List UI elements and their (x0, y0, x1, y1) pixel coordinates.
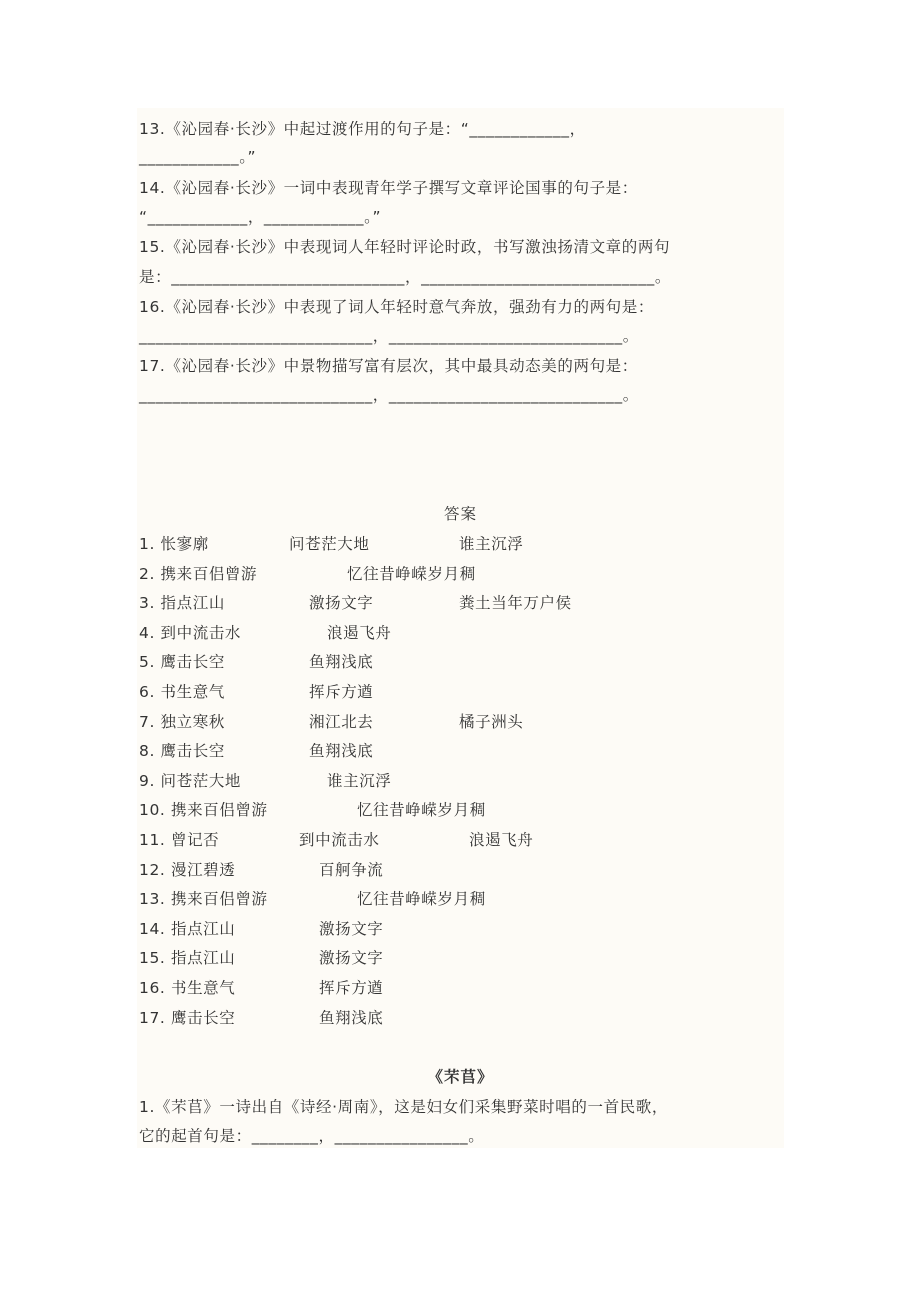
answer-cell: 忆往昔峥嵘岁月稠 (347, 564, 476, 583)
answer-cell: 浪遏飞舟 (469, 831, 534, 849)
question-15-line2: 是：____________________________，____________________________。 (139, 268, 671, 286)
question-13-line2: ____________。” (139, 148, 257, 166)
answer-cell: 忆往昔峥嵘岁月稠 (357, 890, 486, 909)
answer-cell: 橘子洲头 (459, 712, 524, 731)
answer-cell: 16. 书生意气 (139, 979, 236, 997)
answer-cell: 激扬文字 (319, 949, 384, 968)
answer-cell: 14. 指点江山 (139, 919, 236, 938)
question-16-line1: 16.《沁园春·长沙》中表现了词人年轻时意气奔放，强劲有力的两句是： (139, 298, 654, 316)
answer-cell: 1. 怅寥廓 (139, 535, 209, 553)
answer-cell: 7. 独立寒秋 (139, 712, 225, 731)
question-16-line2: ____________________________，____________________________。 (139, 327, 639, 345)
answer-cell: 挥斥方遒 (319, 979, 384, 997)
answer-cell: 到中流击水 (299, 831, 380, 849)
answer-cell: 9. 问苍茫大地 (139, 771, 242, 790)
answer-cell: 2. 携来百侣曾游 (139, 564, 258, 583)
answer-cell: 3. 指点江山 (139, 594, 225, 613)
question-15-line1: 15.《沁园春·长沙》中表现词人年轻时评论时政，书写激浊扬清文章的两句 (139, 238, 671, 256)
answer-cell: 忆往昔峥嵘岁月稠 (357, 801, 486, 820)
answer-cell: 鱼翔浅底 (309, 653, 374, 672)
answer-cell: 湘江北去 (309, 712, 374, 731)
answers-title: 答案 (443, 505, 477, 523)
question-17-line1: 17.《沁园春·长沙》中景物描写富有层次，其中最具动态美的两句是： (139, 357, 638, 375)
answer-cell: 17. 鹰击长空 (139, 1008, 236, 1027)
answer-cell: 问苍茫大地 (289, 535, 370, 553)
question-14-line1: 14.《沁园春·长沙》一词中表现青年学子撰写文章评论国事的句子是： (139, 179, 638, 197)
answer-cell: 15. 指点江山 (139, 949, 236, 968)
answer-cell: 鱼翔浅底 (319, 1008, 384, 1027)
answer-cell: 激扬文字 (319, 919, 384, 938)
section-question-1-line1: 1.《芣苢》一诗出自《诗经·周南》，这是妇女们采集野菜时唱的一首民歌， (139, 1098, 668, 1116)
answer-cell: 4. 到中流击水 (139, 623, 242, 642)
section-question-1-line2: 它的起首句是：________，________________。 (139, 1127, 485, 1145)
question-13-line1: 13.《沁园春·长沙》中起过渡作用的句子是：“____________， (139, 120, 586, 138)
answer-cell: 8. 鹰击长空 (139, 742, 225, 761)
answer-cell: 激扬文字 (309, 594, 374, 613)
answer-cell: 谁主沉浮 (327, 771, 392, 790)
answer-cell: 10. 携来百侣曾游 (139, 801, 268, 820)
answer-cell: 11. 曾记否 (139, 831, 220, 849)
answer-cell: 6. 书生意气 (139, 683, 225, 701)
answer-cell: 粪土当年万户侯 (459, 594, 572, 613)
answer-cell: 挥斥方遒 (309, 683, 374, 701)
answer-cell: 谁主沉浮 (459, 535, 524, 553)
section-title: 《芣苢》 (427, 1068, 494, 1086)
answer-cell: 5. 鹰击长空 (139, 653, 225, 672)
answer-cell: 浪遏飞舟 (327, 623, 392, 642)
answer-cell: 13. 携来百侣曾游 (139, 890, 268, 909)
answer-cell: 12. 漫江碧透 (139, 860, 236, 879)
question-17-line2: ____________________________，____________________________。 (139, 386, 639, 404)
answer-cell: 百舸争流 (319, 860, 384, 879)
answer-cell: 鱼翔浅底 (309, 742, 374, 761)
question-14-line2: “____________，____________。” (139, 208, 382, 226)
